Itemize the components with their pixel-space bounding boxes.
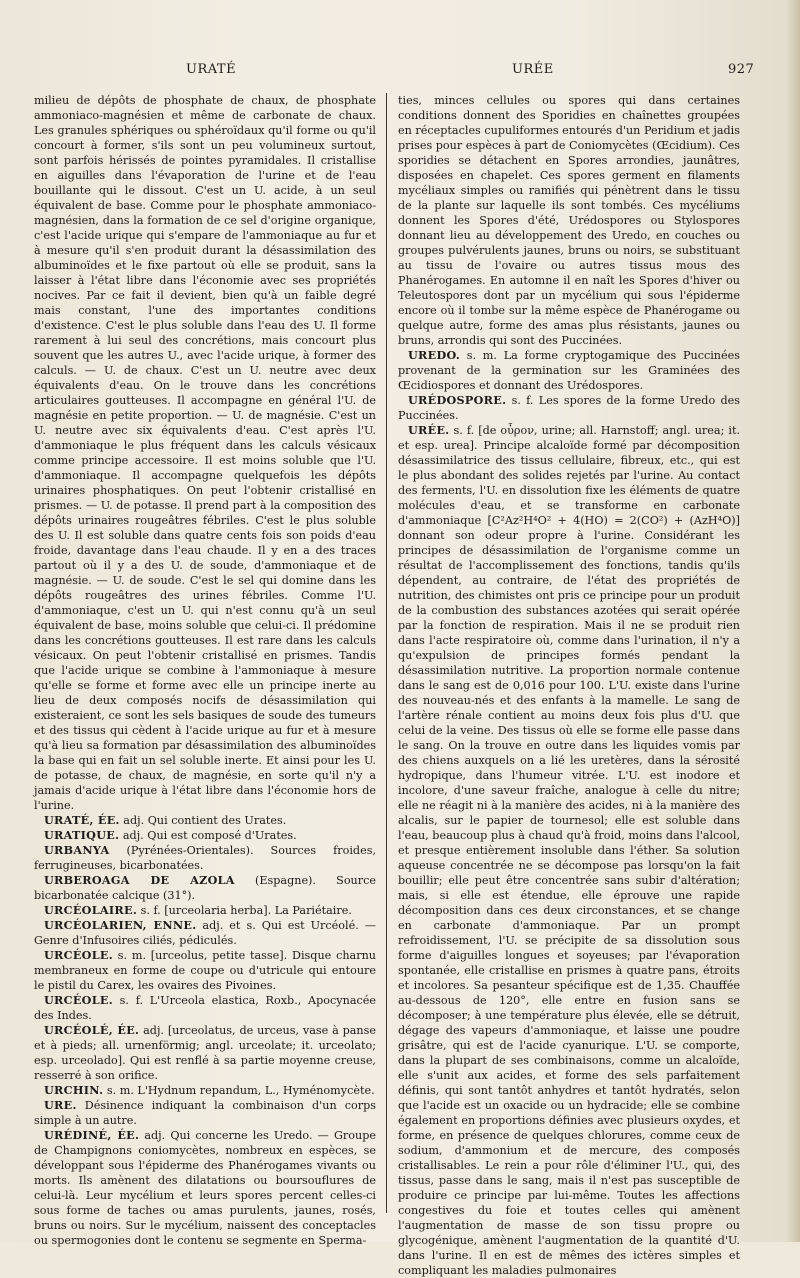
entry-headword: URCÉOLAIRE. <box>44 903 138 917</box>
dictionary-entry <box>34 1023 376 1083</box>
entry-headword: URBANYA <box>44 843 110 857</box>
entry-headword: URCÉOLÉ, ÉE. <box>44 1023 140 1037</box>
dictionary-entry <box>34 1083 376 1098</box>
entry-headword: URCÉOLE. <box>44 993 113 1007</box>
entry-headword: URÉDINÉ, ÉE. <box>44 1128 140 1142</box>
dictionary-entry <box>34 873 376 903</box>
left-column <box>34 93 376 1247</box>
page-number: 927 <box>728 62 755 77</box>
entry-headword: URBEROAGA DE AZOLA <box>44 873 235 887</box>
entry-definition: s. f. [de οὖρον, urine; all. Harnstoff; angl. urea; it. et esp. urea]. Principe alcaloïde formé par décomposition désassimilatrice des tissus cellulaire, fibreux, etc., qui est le plus abondant des solides rejetés par l'urine. Au contact des ferments, l'U. en dissolution fixe les éléments de quatre molécules d'eau, et se transforme en carbonate d'ammoniaque [C²Az²H⁴O² + 4(HO) = 2(CO²) + (AzH⁴O)] donnant son odeur propre à l'urine. Considérant les principes de désassimilation de l'organisme comme un résultat de l'accomplissement des fonctions, tandis qu'ils dépendent, au contraire, de l'état des propriétés de nutrition, des chimistes ont pris ce principe pour un produit de la combustion des substances azotées qui serait opérée par la fonction de respiration. Mais il ne se produit rien dans l'acte respiratoire où, comme dans l'urination, il n'y a qu'expulsion de principes formés pendant la désassimilation nutritive. La proportion normale contenue dans le sang est de 0,016 pour 100. L'U. existe dans l'urine des nouveau-nés et des enfants à la mamelle. Le sang de l'artère rénale contient au moins deux fois plus d'U. que celui de la veine. Des tissus où elle se forme elle passe dans le sang. On la trouve en outre dans les liquides vomis par des chiens auxquels on a lié les uretères, dans la sérosité hydropique, dans l'humeur vitrée. L'U. est inodore et incolore, d'une saveur fraîche, analogue à celle du nitre; elle ne réagit ni à la manière des acides, ni à la manière des alcalis, sur le papier de tournesol; elle est soluble dans l'eau, beaucoup plus à chaud qu'à froid, moins dans l'alcool, et presque entièrement insoluble dans l'éther. Sa solution aqueuse concentrée ne se décompose pas lorsqu'on la fait bouillir; elle peut être concentrée sans subir d'altération; mais, si elle est étendue, elle éprouve une rapide décomposition dans ces deux circonstances, et se change en carbonate d'ammoniaque. Par un prompt refroidissement, l'U. se précipite de sa dissolution sous forme d'aiguilles longues et soyeuses; par l'évaporation spontanée, elle cristallise en prismes à quatre pans, étroits et incolores. Sa pesanteur spécifique est de 1,35. Chauffée au-dessous de 120°, elle entre en fusion sans se décomposer; à une température plus élevée, elle se détruit, dégage des vapeurs d'ammoniaque, et laisse une poudre grisâtre, qui est de l'acide cyanurique. L'U. se comporte, dans la plupart de ses combinaisons, comme un alcaloïde, elle s'unit aux acides, et forme des sels parfaitement définis, qui sont tantôt anhydres et tantôt hydratés, selon que l'acide est un oxacide ou un hydracide; elle se combine également en proportions définies avec plusieurs oxydes, et forme, en présence de quelques chlorures, comme ceux de sodium, d'ammonium et de mercure, des composés cristallisables. Le rein a pour rôle d'éliminer l'U., qui, des tissus, passe dans le sang, mais il n'est pas susceptible de produire ce principe par lui-même. Toutes les affections congestives du foie et toutes celles qui amènent l'augmentation de masse de son tissu propre ou glycogénique, amènent l'augmentation de la quantité d'U. dans l'urine. Il en est de mêmes des ictères simples et compliquant les maladies pulmonaires <box>398 424 740 1277</box>
dictionary-entry <box>398 423 740 1278</box>
entry-definition: s. m. La forme cryptogamique des Puccinées provenant de la germination sur les Graminées des Œcidiospores et donnant des Urédospores. <box>398 349 740 392</box>
dictionary-entry <box>34 1098 376 1128</box>
entry-definition: s. f. L'Urceola elastica, Roxb., Apocynacée des Indes. <box>34 994 376 1022</box>
running-head <box>0 62 800 82</box>
right-intro-paragraph: ties, minces cellules ou spores qui dans certaines conditions donnent des Sporidies en chaînettes groupées en réceptacles cupuliformes entourés d'un Peridium et jadis prises pour espèces à part de Coniomycètes (Œcidium). Ces sporidies se détachent en Spores arrondies, jaunâtres, disposées en chapelet. Ces spores germent en filaments mycéliaux simples ou ramifiés qui pénètrent dans le tissu de la plante sur laquelle ils sont tombés. Ces mycéliums donnent les Spores d'été, Urédospores ou Stylospores donnant lieu au développement des Uredo, en couches ou groupes pulvérulents jaunes, bruns ou noirs, se substituant au tissu de l'ovaire ou autres tissus mous des Phanérogames. En automne il en naît les Spores d'hiver ou Teleutospores dont par un mycélium qui sous l'épiderme encore où il tombe sur la même espèce de Phanérogame ou quelque autre, forme des amas plus résistants, jaunes ou bruns, arrondis qui sont des Puccinées. <box>398 94 740 347</box>
entry-definition: adj. et s. Qui est Urcéolé. — Genre d'Infusoires ciliés, pédiculés. <box>34 919 376 947</box>
header-left-guideword: URATÉ <box>186 62 237 77</box>
entry-definition: adj. Qui concerne les Uredo. — Groupe de Champignons coniomycètes, nombreux en espèces, se développant sous l'épiderme des Phanérogames vivants ou morts. Ils amènent des dilatations ou boursouflures de celui-là. Leur mycélium et leurs spores percent celles-ci sous forme de taches ou amas purulents, jaunes, rosés, bruns ou noirs. Sur le mycélium, naissent des conceptacles ou spermogonies dont le contenu se segmente en Sperma- <box>34 1129 376 1247</box>
entry-definition: s. f. [urceolaria herba]. La Pariétaire. <box>137 904 352 917</box>
entry-headword: URÉE. <box>408 423 450 437</box>
dictionary-entry <box>34 993 376 1023</box>
entry-definition: adj. Qui est composé d'Urates. <box>119 829 297 842</box>
entry-definition: Désinence indiquant la combinaison d'un corps simple à un autre. <box>34 1099 376 1127</box>
entry-definition: (Espagne). Source bicarbonatée calcique (31°). <box>34 874 376 902</box>
entry-definition: s. f. Les spores de la forme Uredo des Puccinées. <box>398 394 740 422</box>
dictionary-entry <box>34 948 376 993</box>
dictionary-entry <box>34 903 376 918</box>
left-intro-paragraph: milieu de dépôts de phosphate de chaux, de phosphate ammoniaco-magnésien et même de carbonate de chaux. Les granules sphériques ou sphéroïdaux qu'il forme ou qu'il concourt à former, s'ils sont un peu volumineux surtout, sont parfois hérissés de pointes pyramidales. Il cristallise en aiguilles dans l'évaporation de l'urine et de l'eau bouillante qui le dissout. C'est un U. acide, à un seul équivalent de base. Comme pour le phosphate ammoniaco-magnésien, dans la formation de ce sel d'origine organique, c'est l'acide urique qui s'empare de l'ammoniaque au fur et à mesure qu'il s'en produit durant la désassimilation des albuminoïdes et le fixe partout où elle se produit, sans la laisser à l'état libre dans l'économie avec ses propriétés nocives. Par ce fait il devient, bien qu'à un faible degré mais constant, l'une des importantes conditions d'existence. C'est le plus soluble dans l'eau des U. Il forme rarement à lui seul des concrétions, mais concourt plus souvent que les autres U., avec l'acide urique, à former des calculs. — U. de chaux. C'est un U. neutre avec deux équivalents d'eau. On le trouve dans les concrétions articulaires goutteuses. Il accompagne en général l'U. de magnésie en petite proportion. — U. de magnésie. C'est un U. neutre avec six équivalents d'eau. C'est après l'U. d'ammoniaque le plus fréquent dans les calculs vésicaux comme principe accessoire. Il est moins soluble que l'U. d'ammoniaque. Il accompagne quelquefois les dépôts urinaires phosphatiques. On peut l'obtenir cristallisé en prismes. — U. de potasse. Il prend part à la composition des dépôts urinaires rougeâtres fébriles. C'est le plus soluble des U. Il est soluble dans quatre cents fois son poids d'eau froide, davantage dans l'eau chaude. Il y en a des traces partout où il y a des U. de soude, d'ammoniaque et de magnésie. — U. de soude. C'est le sel qui domine dans les dépôts rougeâtres des urines fébriles. Comme l'U. d'ammoniaque, c'est un U. qui n'est connu qu'à un seul équivalent de base, moins soluble que celui-ci. Il prédomine dans les concrétions goutteuses. Il est rare dans les calculs vésicaux. On peut l'obtenir cristallisé en prismes. Tandis que l'acide urique se combine à l'ammoniaque à mesure qu'elle se forme et forme avec elle un principe inerte au lieu de deux composés nocifs de désassimilation qui existeraient, ce sont les sels basiques de soude des tumeurs et des tissus qui cèdent à l'acide urique au fur et à mesure qu'à lieu sa formation par désassimilation des albuminoïdes la base qui en fait un sel soluble inerte. Et ainsi pour les U. de potasse, de chaux, de magnésie, en sorte qu'il n'y a jamais d'acide urique à l'état libre dans l'économie hors de l'urine. <box>34 94 376 812</box>
left-entries <box>34 813 376 1248</box>
dictionary-entry <box>34 843 376 873</box>
page-edge-shadow <box>786 0 800 1242</box>
header-right-guideword: URÉE <box>512 62 554 77</box>
column-divider <box>386 93 387 1213</box>
entry-headword: URATIQUE. <box>44 828 120 842</box>
entry-definition: adj. [urceolatus, de urceus, vase à panse et à pieds; all. urnenförmig; angl. urceolate; it. urceolato; esp. urceolado]. Qui est renflé à sa partie moyenne creuse, resserré à son orifice. <box>34 1024 376 1082</box>
right-entries <box>398 348 740 1278</box>
dictionary-entry <box>34 1128 376 1248</box>
entry-definition: adj. Qui contient des Urates. <box>119 814 287 827</box>
entry-headword: URCHIN. <box>44 1083 104 1097</box>
entry-headword: URÉDOSPORE. <box>408 393 507 407</box>
dictionary-entry <box>34 813 376 828</box>
entry-headword: URCÉOLARIEN, ENNE. <box>44 918 197 932</box>
entry-headword: UREDO. <box>408 348 461 362</box>
dictionary-entry <box>398 393 740 423</box>
dictionary-entry <box>34 828 376 843</box>
entry-headword: URE. <box>44 1098 77 1112</box>
dictionary-entry <box>398 348 740 393</box>
entry-definition: (Pyrénées-Orientales). Sources froides, ferrugineuses, bicarbonatées. <box>34 844 376 872</box>
right-column <box>398 93 740 1277</box>
entry-definition: s. m. [urceolus, petite tasse]. Disque charnu membraneux en forme de coupe ou d'utricule qui entoure le pistil du Carex, les ovaires des Pivoines. <box>34 949 376 992</box>
entry-headword: URATÉ, ÉE. <box>44 813 120 827</box>
dictionary-entry <box>34 918 376 948</box>
entry-definition: s. m. L'Hydnum repandum, L., Hyménomycète. <box>103 1084 375 1097</box>
entry-headword: URCÉOLE. <box>44 948 113 962</box>
